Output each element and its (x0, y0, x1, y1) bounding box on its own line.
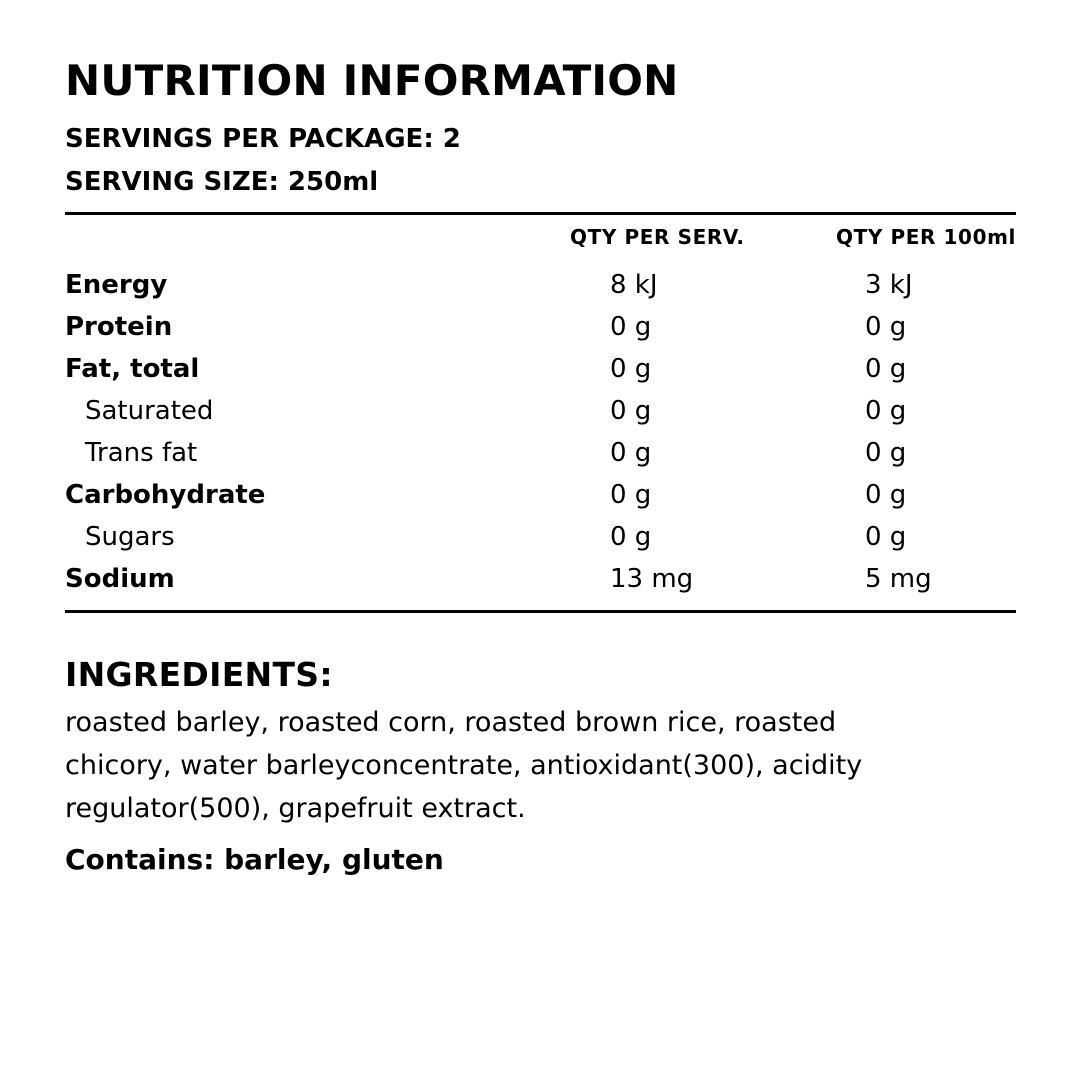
nutrient-name: Trans fat (85, 438, 198, 468)
nutrient-row-sodium (65, 558, 1016, 600)
qty-per-serving: 0 g (610, 438, 652, 468)
servings-per-package: SERVINGS PER PACKAGE: 2 (65, 124, 461, 154)
qty-per-serving: 0 g (610, 312, 652, 342)
nutrient-name: Sugars (85, 522, 175, 552)
nutrient-row-carbohydrate (65, 474, 1016, 516)
nutrient-row-fat-total (65, 348, 1016, 390)
nutrient-name: Fat, total (65, 354, 200, 384)
nutrient-name: Carbohydrate (65, 480, 266, 510)
qty-per-100ml: 0 g (865, 438, 907, 468)
nutrient-row-sugars (65, 516, 1016, 558)
qty-per-serving: 8 kJ (610, 270, 658, 300)
nutrient-row-trans-fat (65, 432, 1016, 474)
qty-per-serving: 0 g (610, 396, 652, 426)
qty-per-100ml: 0 g (865, 522, 907, 552)
qty-per-100ml: 0 g (865, 312, 907, 342)
qty-per-serving: 0 g (610, 522, 652, 552)
allergen-statement: Contains: barley, gluten (65, 843, 444, 876)
qty-per-100ml: 5 mg (865, 564, 932, 594)
qty-per-serving: 13 mg (610, 564, 694, 594)
ingredients-list (65, 701, 965, 830)
serving-size: SERVING SIZE: 250ml (65, 167, 379, 197)
panel-title: NUTRITION INFORMATION (65, 56, 679, 105)
column-header-per-serving: QTY PER SERV. (570, 225, 745, 249)
nutrient-row-protein (65, 306, 1016, 348)
ingredients-line: chicory, water barleyconcentrate, antioxidant(300), acidity (65, 750, 863, 781)
nutrient-row-energy (65, 264, 1016, 306)
nutrient-name: Energy (65, 270, 168, 300)
ingredients-line: regulator(500), grapefruit extract. (65, 793, 526, 824)
nutrient-name: Protein (65, 312, 173, 342)
column-headers (65, 215, 1016, 259)
nutrient-name: Sodium (65, 564, 175, 594)
column-header-per-100ml: QTY PER 100ml (835, 225, 1016, 249)
ingredients-heading: INGREDIENTS: (65, 655, 333, 694)
nutrient-name: Saturated (85, 396, 214, 426)
nutrient-table (65, 264, 1016, 610)
qty-per-100ml: 0 g (865, 396, 907, 426)
qty-per-100ml: 0 g (865, 480, 907, 510)
qty-per-serving: 0 g (610, 480, 652, 510)
qty-per-100ml: 0 g (865, 354, 907, 384)
bottom-divider (65, 610, 1016, 613)
qty-per-serving: 0 g (610, 354, 652, 384)
ingredients-line: roasted barley, roasted corn, roasted brown rice, roasted (65, 707, 837, 738)
nutrient-row-saturated (65, 390, 1016, 432)
qty-per-100ml: 3 kJ (865, 270, 913, 300)
nutrition-panel (65, 52, 1016, 884)
